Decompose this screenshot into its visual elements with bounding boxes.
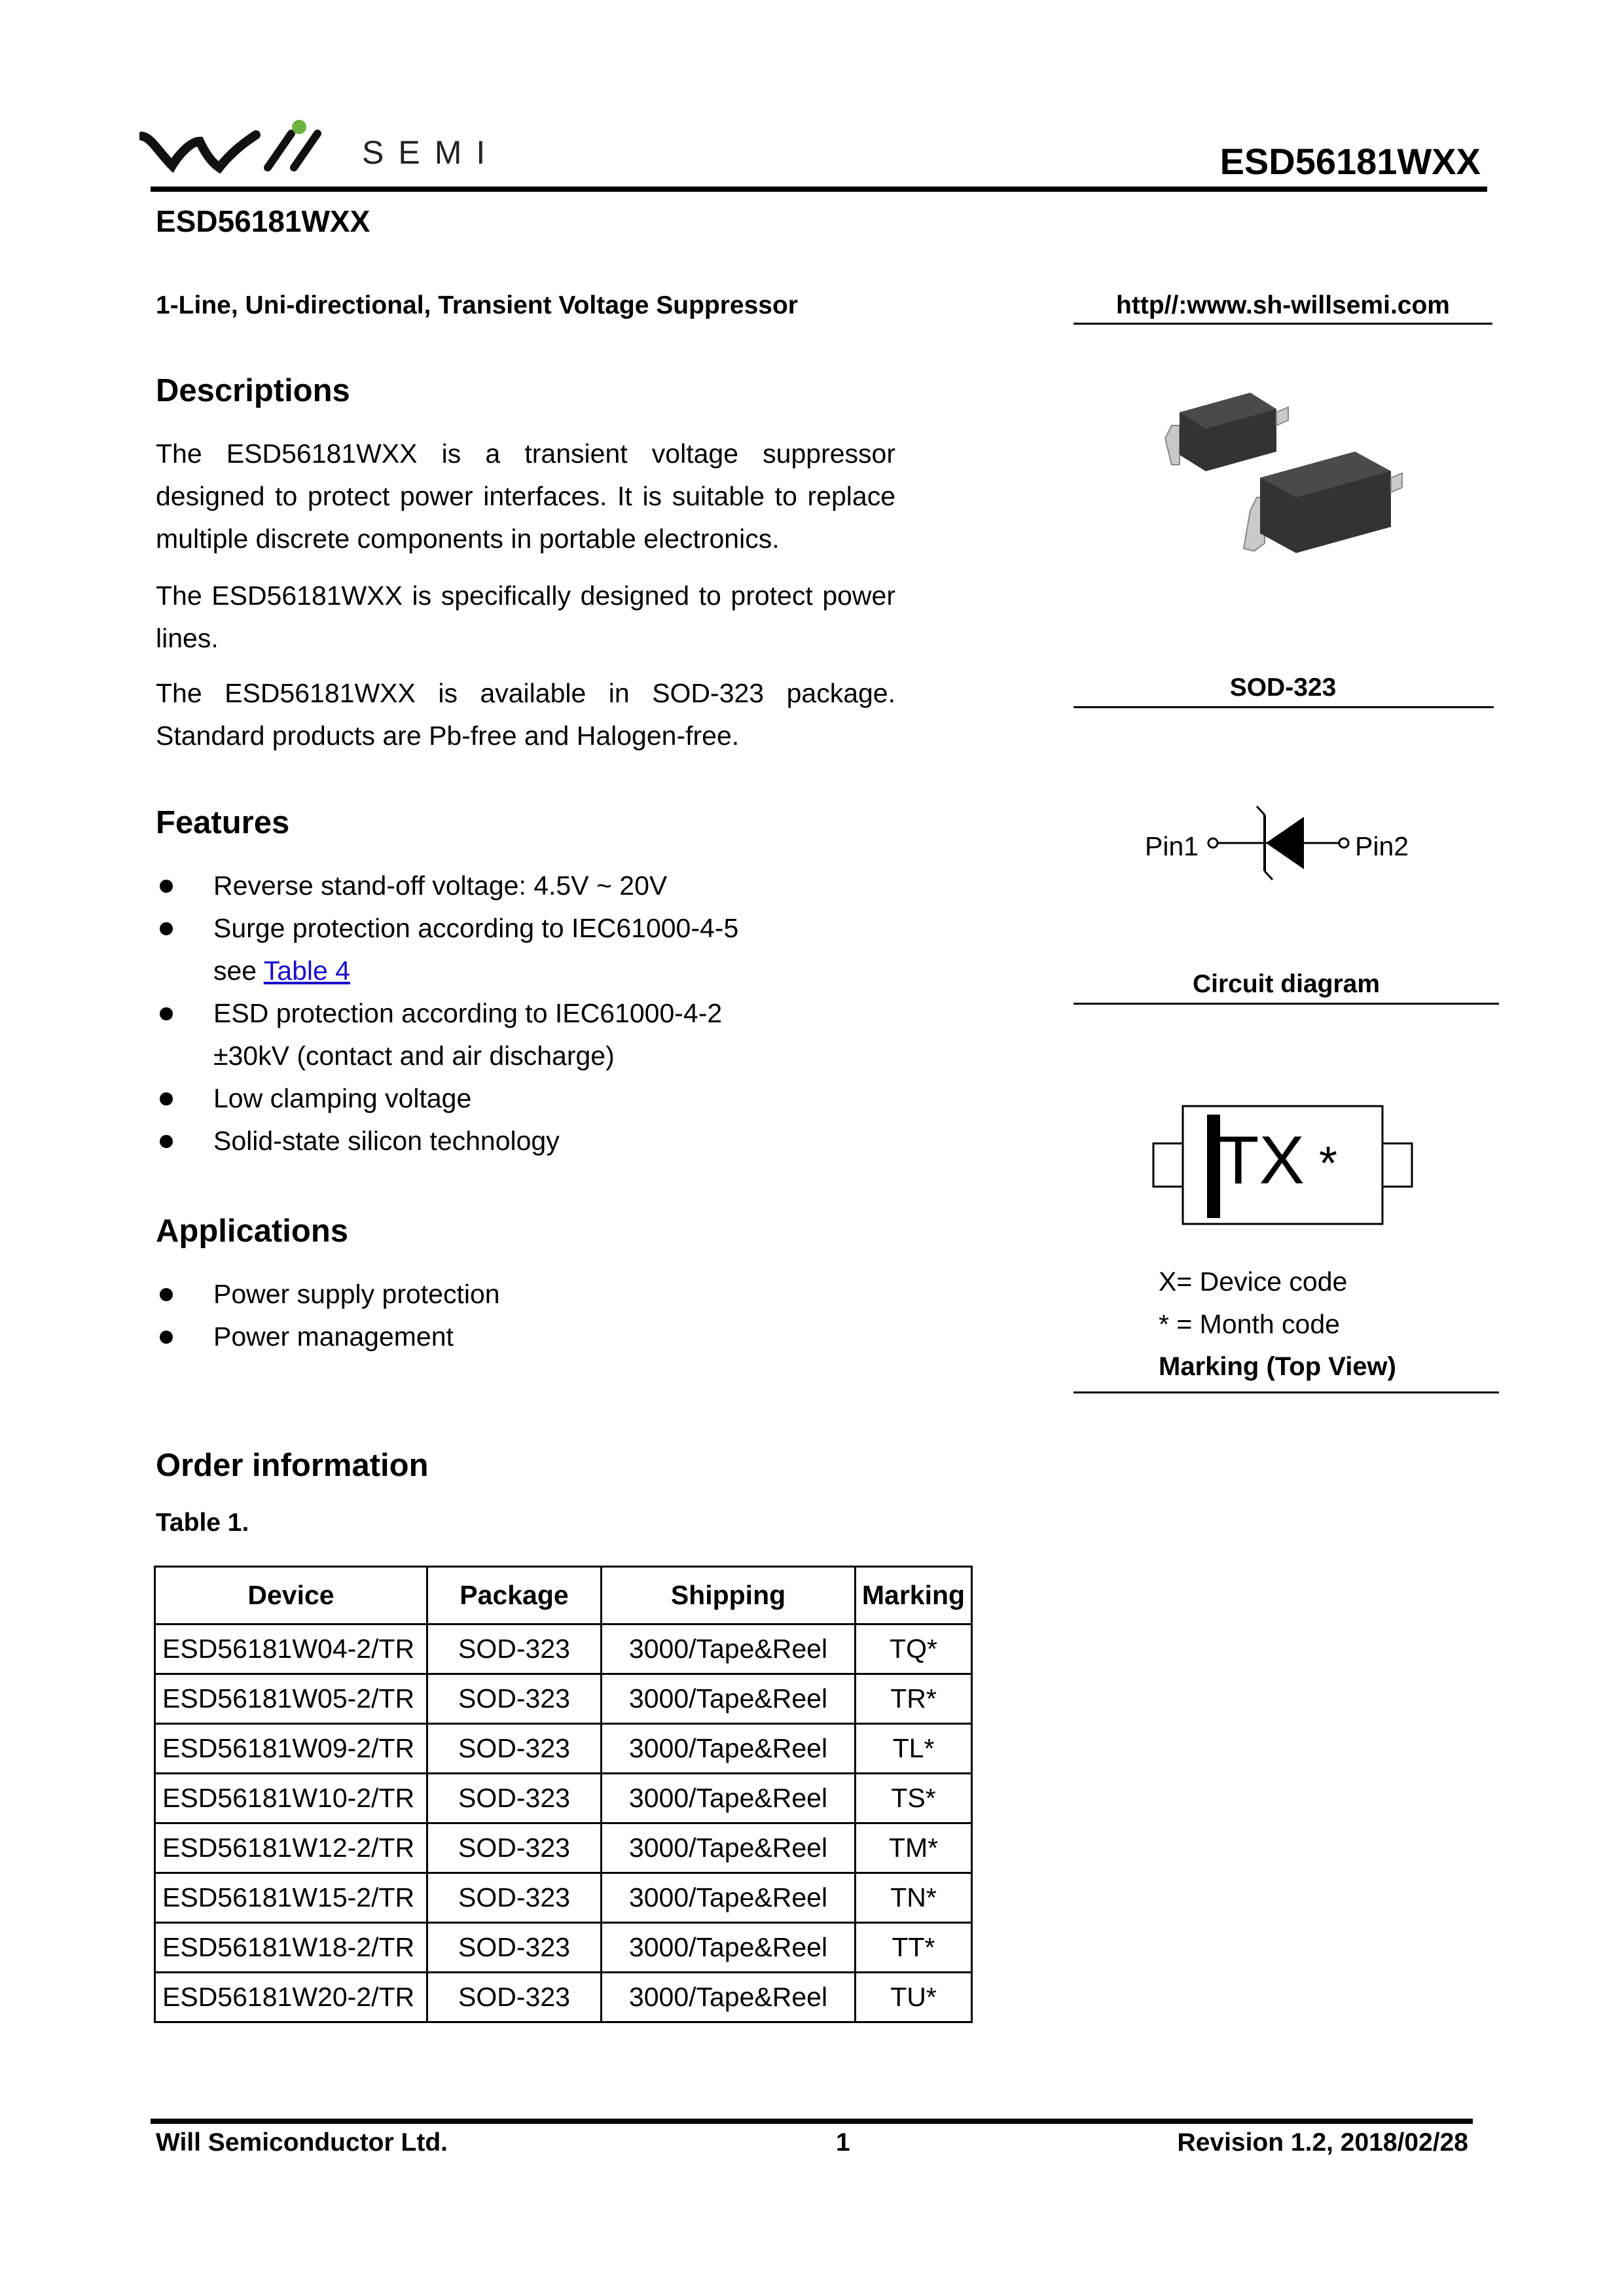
- cell-package: SOD-323: [427, 1873, 602, 1923]
- table-row: [155, 1923, 972, 1973]
- table-row: [155, 1624, 972, 1674]
- description-paragraph-1: The ESD56181WXX is a transient voltage suppressor designed to protect power interfaces. It is suitable to replace multiple discrete components in portable electronics.: [156, 439, 895, 554]
- column-header-package: Package: [427, 1567, 602, 1624]
- footer-revision: Revision 1.2, 2018/02/28: [1177, 2128, 1468, 2157]
- website-url: http//:www.sh-willsemi.com: [1116, 291, 1450, 319]
- pin1-label: Pin1: [1145, 831, 1199, 861]
- package-caption-rule: [1074, 706, 1494, 708]
- cell-package: SOD-323: [427, 1774, 602, 1823]
- marking-star: *: [1319, 1138, 1338, 1190]
- cell-device: ESD56181W10-2/TR: [155, 1774, 427, 1823]
- column-header-shipping: Shipping: [602, 1567, 856, 1624]
- cell-shipping: 3000/Tape&Reel: [602, 1973, 856, 2022]
- cell-marking: TM*: [856, 1823, 972, 1873]
- cell-marking: TQ*: [856, 1624, 972, 1674]
- order-information-heading: Order information: [156, 1448, 429, 1483]
- description-paragraph-2: The ESD56181WXX is specifically designed to protect power lines.: [156, 581, 895, 653]
- marking-code: TX: [1218, 1122, 1305, 1198]
- list-item: Surge protection according to IEC61000-4-5 see Table 4: [156, 907, 738, 992]
- cell-marking: TR*: [856, 1674, 972, 1724]
- header-rule: [151, 187, 1487, 192]
- cell-device: ESD56181W05-2/TR: [155, 1674, 427, 1724]
- cell-package: SOD-323: [427, 1973, 602, 2022]
- list-item: Power supply protection: [156, 1273, 500, 1316]
- table-row: [155, 1873, 972, 1923]
- cell-package: SOD-323: [427, 1823, 602, 1873]
- cell-device: ESD56181W09-2/TR: [155, 1724, 427, 1774]
- url-underline: [1074, 323, 1492, 325]
- bullet-icon: [160, 1135, 173, 1148]
- features-list: [156, 865, 738, 1162]
- description-paragraph-3: The ESD56181WXX is available in SOD-323 package. Standard products are Pb-free and Halogen-free.: [156, 678, 895, 751]
- table-row: [155, 1973, 972, 2022]
- marking-caption-rule: [1074, 1391, 1499, 1393]
- list-item: Solid-state silicon technology: [156, 1120, 738, 1162]
- willsemi-logo: [139, 117, 519, 177]
- package-caption: SOD-323: [1229, 673, 1337, 702]
- cell-shipping: 3000/Tape&Reel: [602, 1823, 856, 1873]
- marking-caption: Marking (Top View): [1159, 1352, 1396, 1381]
- cell-shipping: 3000/Tape&Reel: [602, 1674, 856, 1724]
- table-row: [155, 1674, 972, 1724]
- cell-marking: TU*: [856, 1973, 972, 2022]
- bullet-icon: [160, 880, 173, 893]
- column-header-device: Device: [155, 1567, 427, 1624]
- order-table: [154, 1566, 973, 2023]
- document-title: ESD56181WXX: [156, 204, 370, 238]
- sod323-package-image: [1146, 380, 1420, 576]
- document-subtitle: 1-Line, Uni-directional, Transient Voltage Suppressor: [156, 291, 798, 319]
- cell-device: ESD56181W04-2/TR: [155, 1624, 427, 1674]
- column-header-marking: Marking: [856, 1567, 972, 1624]
- footer-rule: [151, 2119, 1473, 2124]
- cell-package: SOD-323: [427, 1923, 602, 1973]
- features-heading: Features: [156, 805, 290, 840]
- table-row: [155, 1724, 972, 1774]
- bullet-icon: [160, 1331, 173, 1344]
- table-caption: Table 1.: [156, 1509, 249, 1537]
- list-item: Reverse stand-off voltage: 4.5V ~ 20V: [156, 865, 738, 907]
- logo-text: SEMI: [362, 134, 500, 171]
- circuit-caption-rule: [1074, 1003, 1499, 1005]
- cell-shipping: 3000/Tape&Reel: [602, 1923, 856, 1973]
- marking-legend-month: * = Month code: [1159, 1309, 1340, 1339]
- cell-device: ESD56181W15-2/TR: [155, 1873, 427, 1923]
- cell-marking: TN*: [856, 1873, 972, 1923]
- circuit-caption: Circuit diagram: [1192, 970, 1380, 998]
- cell-device: ESD56181W12-2/TR: [155, 1823, 427, 1873]
- descriptions-heading: Descriptions: [156, 373, 350, 408]
- applications-heading: Applications: [156, 1213, 349, 1249]
- list-item: Power management: [156, 1316, 500, 1358]
- cell-marking: TL*: [856, 1724, 972, 1774]
- cell-shipping: 3000/Tape&Reel: [602, 1774, 856, 1823]
- pin2-label: Pin2: [1355, 831, 1409, 861]
- applications-list: [156, 1273, 500, 1358]
- list-item: Low clamping voltage: [156, 1077, 738, 1120]
- table-row: [155, 1774, 972, 1823]
- cell-marking: TS*: [856, 1774, 972, 1823]
- bullet-icon: [160, 1007, 173, 1020]
- cell-package: SOD-323: [427, 1624, 602, 1674]
- header-part-number: ESD56181WXX: [1219, 141, 1481, 182]
- order-table-body: [155, 1624, 972, 2022]
- table-row: [155, 1823, 972, 1873]
- bullet-icon: [160, 1092, 173, 1105]
- footer-page-number: 1: [836, 2128, 850, 2157]
- footer-company: Will Semiconductor Ltd.: [156, 2128, 448, 2157]
- bullet-icon: [160, 922, 173, 935]
- cell-package: SOD-323: [427, 1724, 602, 1774]
- bullet-icon: [160, 1288, 173, 1301]
- list-item: ESD protection according to IEC61000-4-2 ±30kV (contact and air discharge): [156, 992, 738, 1077]
- cell-package: SOD-323: [427, 1674, 602, 1724]
- table-4-link[interactable]: Table 4: [263, 956, 350, 986]
- cell-shipping: 3000/Tape&Reel: [602, 1724, 856, 1774]
- marking-legend-device: X= Device code: [1159, 1266, 1348, 1297]
- cell-shipping: 3000/Tape&Reel: [602, 1624, 856, 1674]
- cell-marking: TT*: [856, 1923, 972, 1973]
- cell-device: ESD56181W18-2/TR: [155, 1923, 427, 1973]
- cell-device: ESD56181W20-2/TR: [155, 1973, 427, 2022]
- cell-shipping: 3000/Tape&Reel: [602, 1873, 856, 1923]
- table-header-row: [155, 1567, 972, 1624]
